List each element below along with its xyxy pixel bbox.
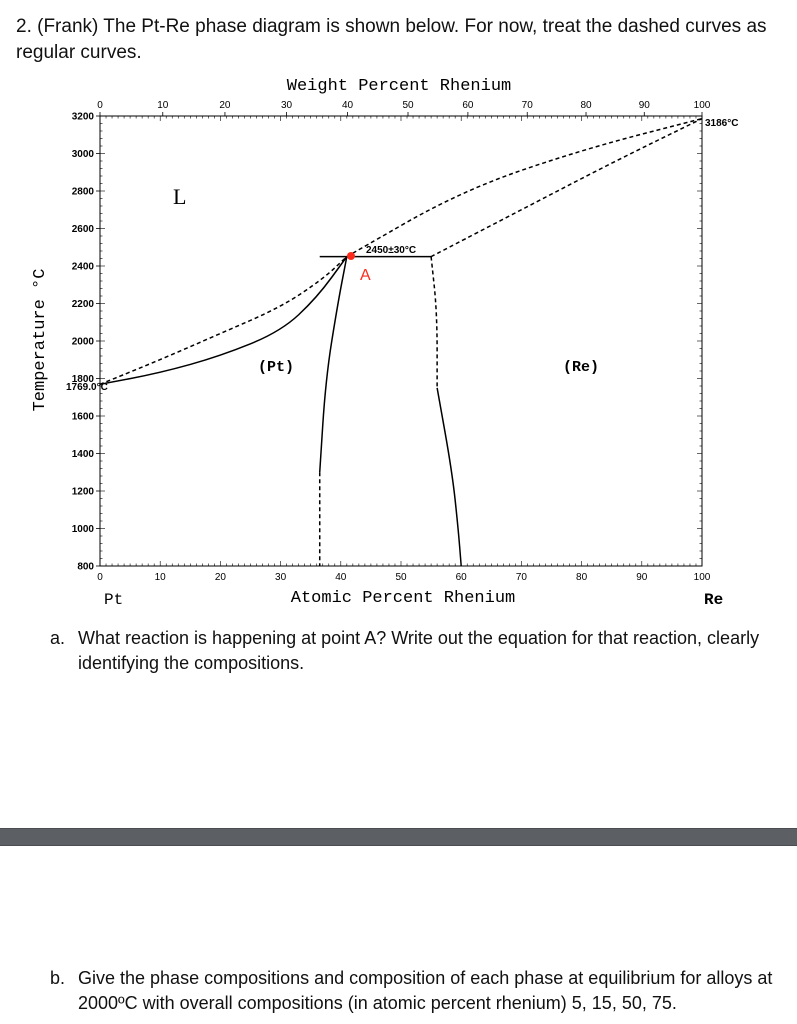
top-tick-label: 10 <box>157 100 169 111</box>
re-end-label: Re <box>704 591 724 609</box>
x-tick-label: 90 <box>636 572 648 583</box>
page-separator <box>0 828 797 846</box>
y-tick-label: 1600 <box>71 411 94 423</box>
x-tick-label: 50 <box>395 572 407 583</box>
y-tick-label: 2200 <box>71 299 94 310</box>
x-tick-label: 100 <box>693 572 711 583</box>
region-pt-label: (Pt) <box>258 359 295 376</box>
phase-boundary-9 <box>437 388 461 566</box>
y-tick-label: 2800 <box>71 186 94 198</box>
y-tick-label: 1800 <box>71 374 94 385</box>
point-a-marker <box>347 252 355 260</box>
x-tick-label: 40 <box>335 572 347 583</box>
top-tick-label: 70 <box>521 100 533 111</box>
y-tick-label: 800 <box>77 561 94 573</box>
y-tick-label: 2000 <box>71 336 94 348</box>
tick-labels <box>72 100 711 583</box>
pt-melting-label: 1769.0°C <box>66 382 108 393</box>
x-tick-label: 70 <box>515 572 527 583</box>
top-tick-label: 60 <box>462 100 474 111</box>
question-b-label: b. <box>50 968 66 988</box>
phase-boundary-5 <box>347 119 702 257</box>
region-liquid-label: L <box>173 184 187 209</box>
top-tick-label: 20 <box>219 100 231 111</box>
phase-boundary-6 <box>320 257 347 473</box>
re-melting-label: 3186°C <box>705 118 739 129</box>
x-tick-label: 20 <box>214 572 226 583</box>
top-axis-label: Weight Percent Rhenium <box>286 77 512 96</box>
peritectic-label: 2450±30°C <box>366 245 417 256</box>
top-tick-label: 40 <box>341 100 354 111</box>
phase-boundary-8 <box>431 257 437 388</box>
y-tick-label: 2600 <box>71 224 94 235</box>
y-tick-label: 1200 <box>71 486 94 498</box>
phase-boundary-1 <box>100 257 347 385</box>
phase-boundary-4 <box>431 119 702 257</box>
question-a-label: a. <box>50 628 66 648</box>
question-intro: 2. (Frank) The Pt-Re phase diagram is shown below. For now, treat the dashed curves as regular curves. <box>16 16 767 63</box>
question-b-text: Give the phase compositions and composition of each phase at equilibrium for alloys at 2000ºC with overall compositions (in atomic percent rhenium) 5, 15, 50, 75. <box>78 968 773 1013</box>
top-tick-label: 80 <box>580 100 592 111</box>
plot-frame <box>100 116 702 566</box>
x-tick-label: 10 <box>154 572 166 583</box>
top-tick-label: 50 <box>402 100 414 111</box>
x-tick-label: 0 <box>97 572 103 583</box>
y-tick-label: 1000 <box>71 524 94 535</box>
y-tick-label: 2400 <box>71 261 94 273</box>
question-a-text: What reaction is happening at point A? Write out the equation for that reaction, clearly identifying the compositions. <box>78 628 760 673</box>
y-tick-label: 1400 <box>71 449 94 460</box>
region-re-label: (Re) <box>563 359 600 376</box>
y-tick-label: 3200 <box>71 111 94 123</box>
top-tick-label: 0 <box>97 100 103 111</box>
y-tick-label: 3000 <box>71 149 94 160</box>
top-tick-label: 90 <box>638 100 650 111</box>
phase-boundaries <box>100 119 702 566</box>
minor-ticks <box>100 116 702 566</box>
bottom-axis-label: Atomic Percent Rhenium <box>290 589 516 608</box>
pt-end-label: Pt <box>104 591 124 609</box>
top-tick-label: 100 <box>693 100 711 111</box>
y-axis-label: Temperature °C <box>31 268 50 412</box>
plot-border <box>100 116 702 566</box>
point-a-label: A <box>360 267 371 284</box>
top-tick-label: 30 <box>280 100 293 111</box>
phase-boundary-2 <box>100 257 347 385</box>
x-tick-label: 30 <box>275 572 287 583</box>
x-tick-label: 60 <box>455 572 467 583</box>
x-tick-label: 80 <box>576 572 588 583</box>
